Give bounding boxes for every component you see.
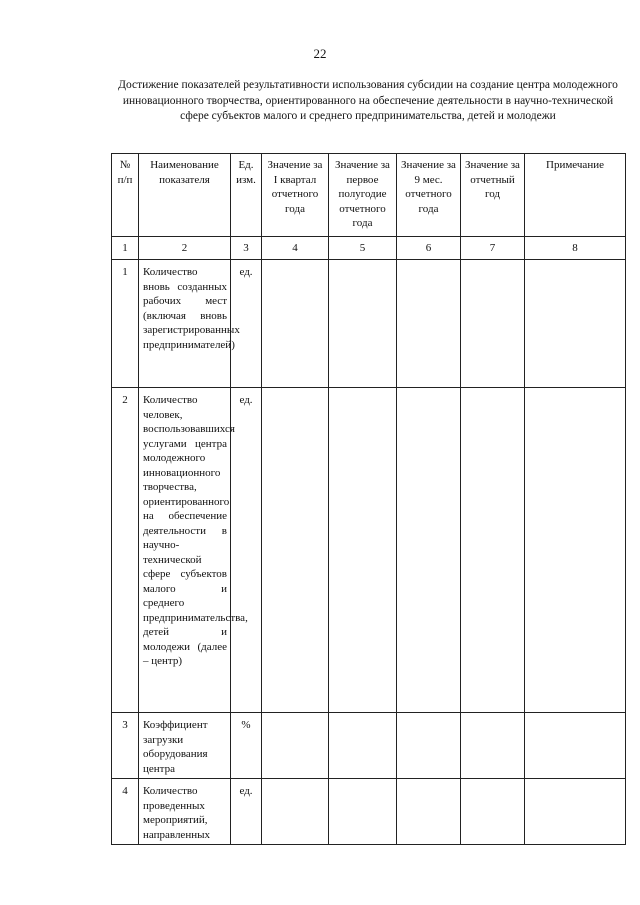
table-header-row (112, 154, 626, 237)
column-number: 4 (262, 237, 329, 260)
page-number: 22 (313, 46, 327, 61)
value-cell-q1 (262, 779, 329, 845)
column-number: 1 (112, 237, 139, 260)
note-cell (525, 388, 626, 713)
unit-cell: ед. (231, 388, 262, 713)
value-cell-year (461, 388, 525, 713)
header-cell: Наименование показателя (139, 154, 231, 237)
value-cell-9m (397, 388, 461, 713)
header-cell: Примечание (525, 154, 626, 237)
column-number: 7 (461, 237, 525, 260)
note-cell (525, 713, 626, 779)
document-title: Достижение показателей результативности использования субсидии на создание центра молодежного инновационного творчества, ориентированного на обеспечение деятельности в научно-технической сфере субъектов малого и среднего предпринимательства, детей и молодежи (118, 79, 618, 122)
value-cell-9m (397, 260, 461, 388)
header-cell: Значение за первое полугодие отчетного года (329, 154, 397, 237)
header-cell: № п/п (112, 154, 139, 237)
value-cell-year (461, 779, 525, 845)
value-cell-h1 (329, 779, 397, 845)
column-number-row (112, 237, 626, 260)
value-cell-year (461, 713, 525, 779)
table-row (112, 779, 626, 845)
value-cell-q1 (262, 713, 329, 779)
row-index: 1 (112, 260, 139, 388)
indicators-table (111, 153, 626, 845)
note-cell (525, 779, 626, 845)
unit-cell: ед. (231, 260, 262, 388)
table-row (112, 260, 626, 388)
row-index: 3 (112, 713, 139, 779)
header-cell: Значение за 9 мес. отчетного года (397, 154, 461, 237)
indicator-name: Коэффициент загрузки оборудования центра (139, 713, 231, 779)
indicator-name: Количество вновь созданных рабочих мест (включая вновь зарегистрированных предпринимателей) (139, 260, 231, 388)
value-cell-q1 (262, 260, 329, 388)
table-row (112, 713, 626, 779)
unit-cell: % (231, 713, 262, 779)
unit-cell: ед. (231, 779, 262, 845)
row-index: 4 (112, 779, 139, 845)
value-cell-h1 (329, 713, 397, 779)
value-cell-q1 (262, 388, 329, 713)
column-number: 2 (139, 237, 231, 260)
value-cell-h1 (329, 388, 397, 713)
header-cell: Значение за I квартал отчетного года (262, 154, 329, 237)
row-index: 2 (112, 388, 139, 713)
value-cell-9m (397, 713, 461, 779)
indicator-name: Количество проведенных мероприятий, направленных (139, 779, 231, 845)
header-cell: Ед. изм. (231, 154, 262, 237)
column-number: 6 (397, 237, 461, 260)
indicator-name: Количество человек, воспользовавшихся услугами центра молодежного инновационного творчества, ориентированного на обеспечение деятельности в научно-технической сфере субъектов малого и среднего предпринимательства, детей и молодежи (далее – центр) (139, 388, 231, 713)
value-cell-9m (397, 779, 461, 845)
column-number: 5 (329, 237, 397, 260)
value-cell-h1 (329, 260, 397, 388)
note-cell (525, 260, 626, 388)
header-cell: Значение за отчетный год (461, 154, 525, 237)
value-cell-year (461, 260, 525, 388)
table-row (112, 388, 626, 713)
column-number: 3 (231, 237, 262, 260)
column-number: 8 (525, 237, 626, 260)
